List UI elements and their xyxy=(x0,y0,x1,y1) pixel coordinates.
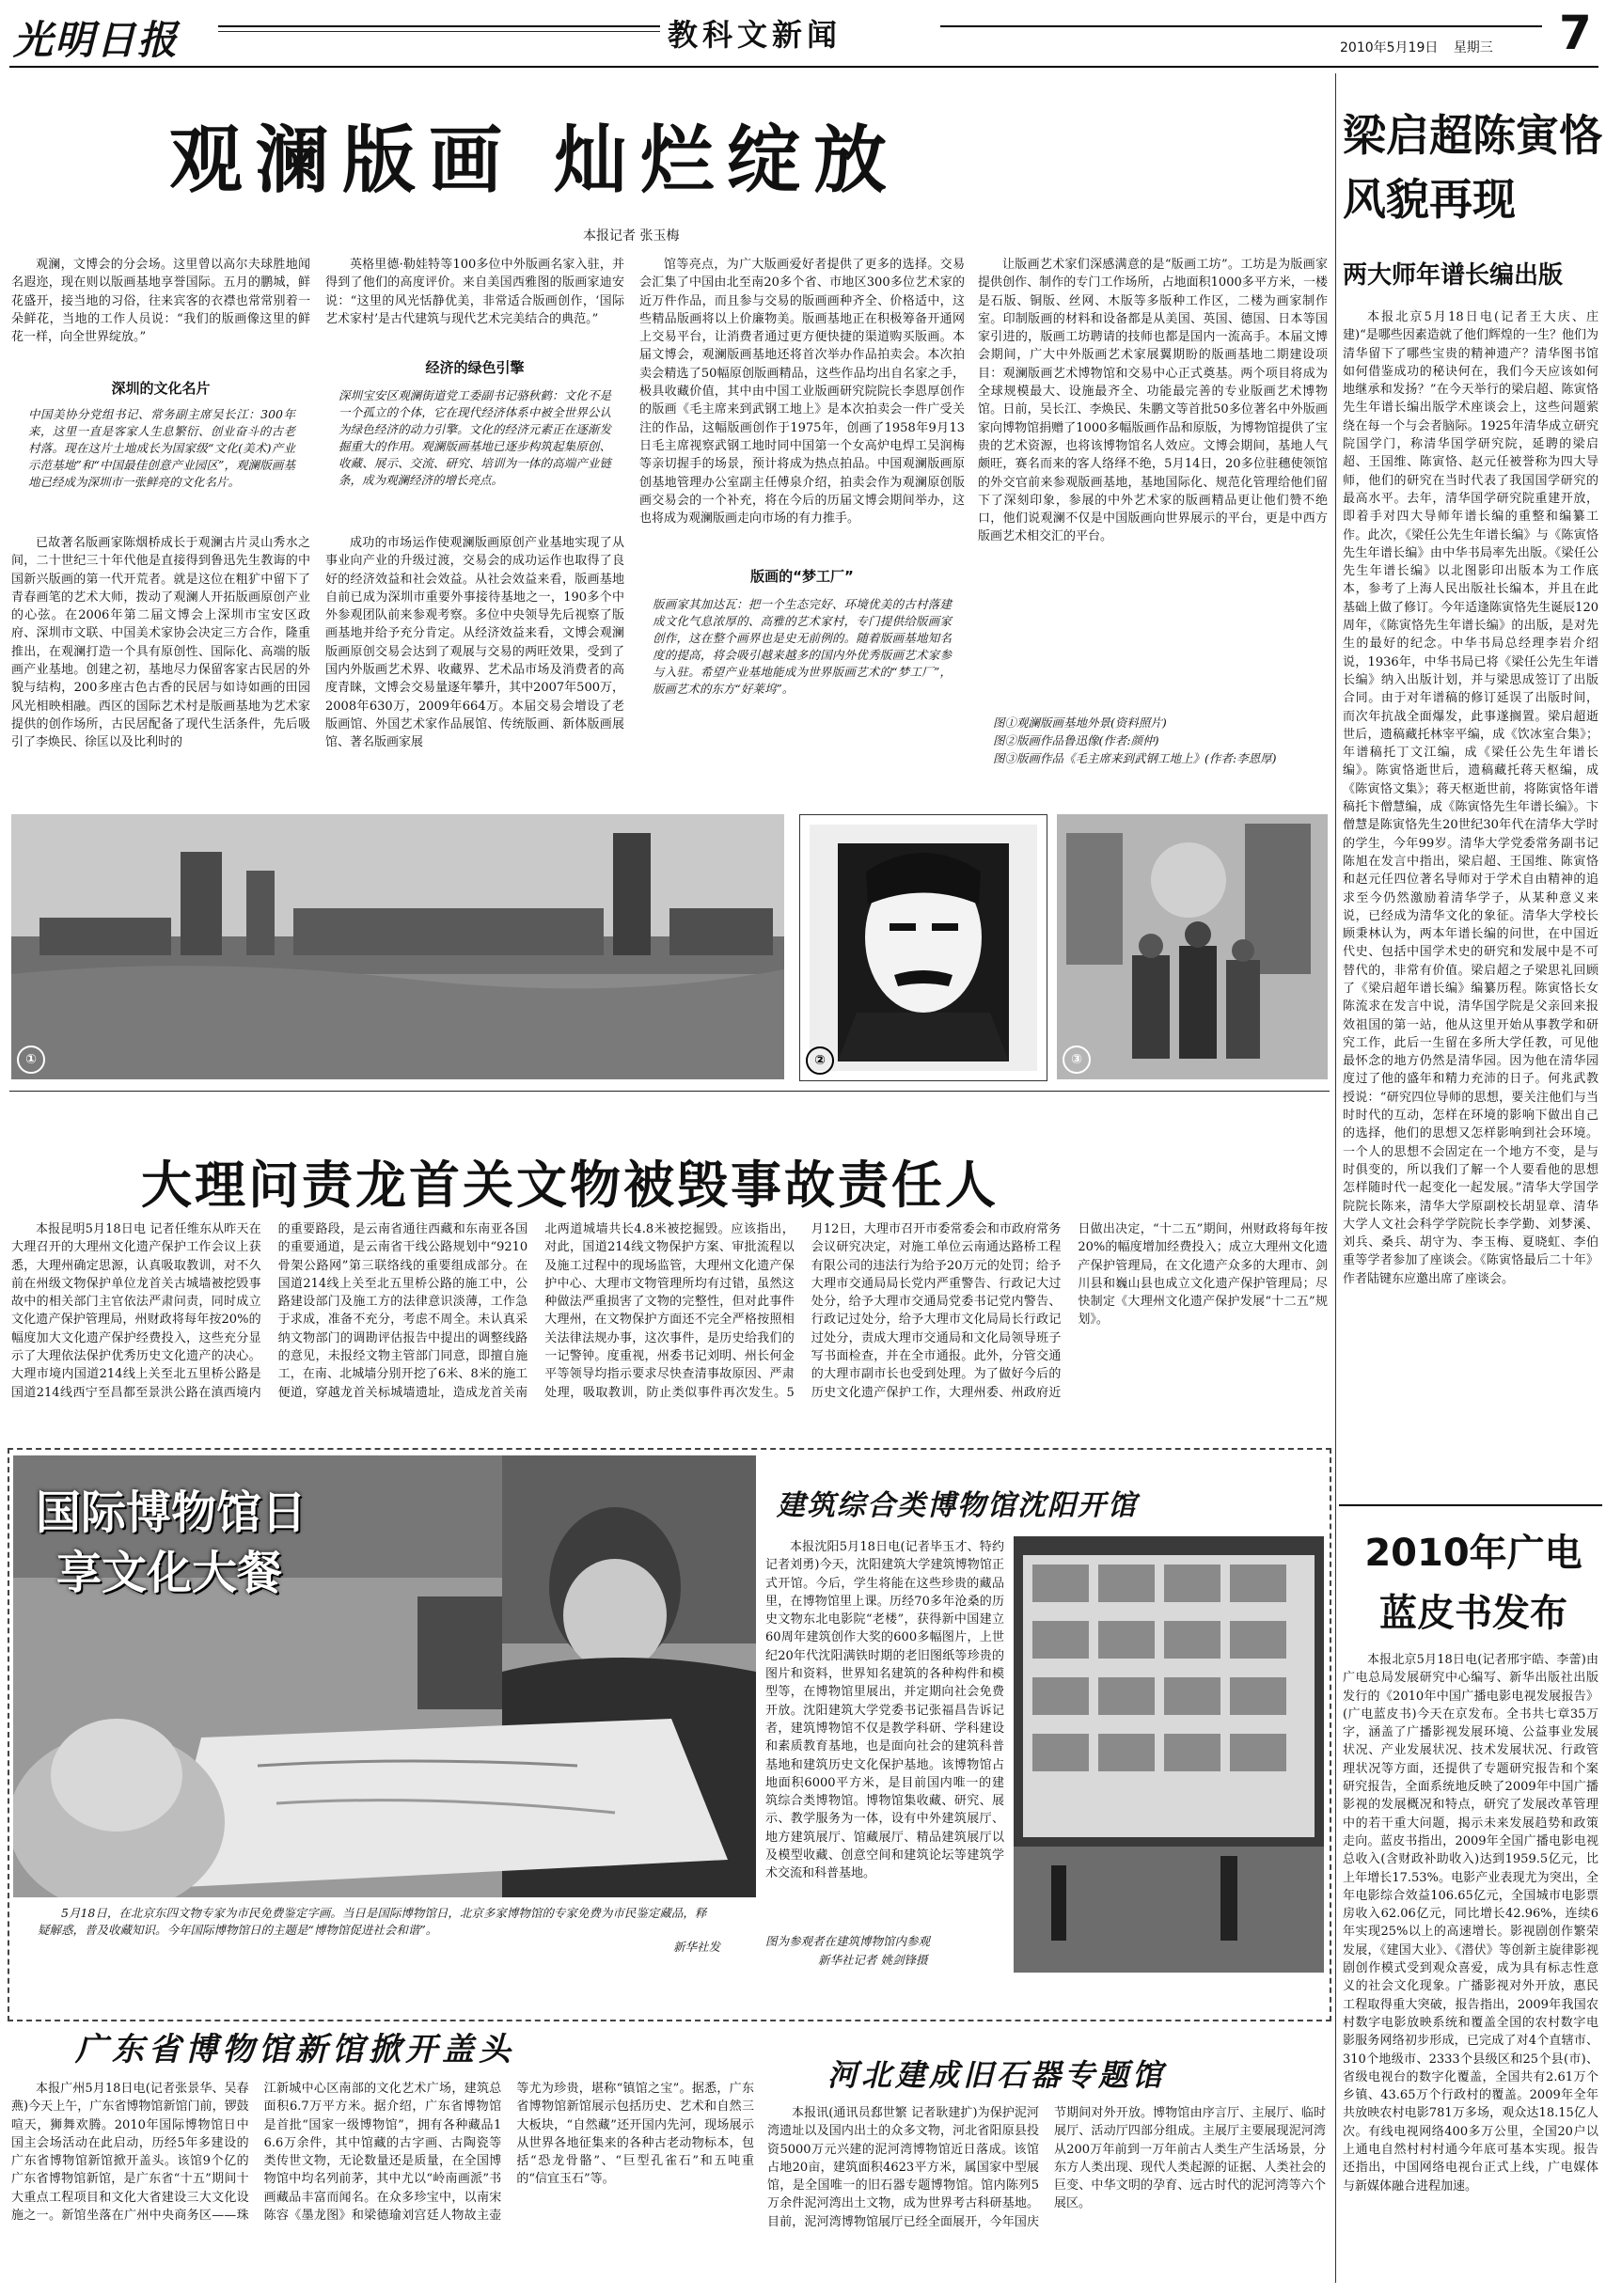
masthead xyxy=(0,0,1606,68)
article3-headline: 建筑综合类博物馆沈阳开馆 xyxy=(777,1489,1138,1522)
photo-chairman-mao-print xyxy=(1057,814,1328,1079)
photo-guanlan-village xyxy=(11,814,784,1079)
sidebar2-headline-line1: 2010年广电 xyxy=(1364,1532,1582,1575)
article1-col2b: 成功的市场运作使观澜版画原创产业基地实现了从事业向产业的升级过渡，交易会的成功运作也取得了良好的经济效益和社会效益。从社会效益来看，版画基地自前已成为深圳市重要外事接待基地之一，190多个中外参观团队前来参观考察。多位中央领导先后视察了版画基地并给予充分肯定。从经济效益来看，文博会观澜版画原创交易会达到了观展与交易的两旺效果，受到了国内外版画艺术界、收藏界、艺术品市场及消费者的高度青睐，文博会交易量逐年攀升，其中2007年500万，2008年630万，2009年664万。本届交易会增设了老版画馆、外国艺术家作品展馆、传统版画、新体版画展馆、著名版画家展 xyxy=(325,536,624,750)
issue-date xyxy=(1340,38,1493,56)
sidebar-divider xyxy=(1335,73,1336,2283)
feature-title-line2: 享文化大餐 xyxy=(56,1547,283,1599)
article4-headline: 广东省博物馆新馆掀开盖头 xyxy=(75,2031,515,2068)
masthead-rule-left-thin xyxy=(218,31,660,32)
photo-number-3: ③ xyxy=(1063,1046,1091,1074)
sidebar2-body: 本报北京5月18日电(记者邢宇皓、李蕾)由广电总局发展研究中心编写、新华出版社出版发行的《2010年中国广播电影电视发展报告》(广电蓝皮书)今天在京发布。全书共七章35万字，涵盖了广播影视发展环境、公益事业发展状况、产业发展状况、技术发展状况、行政管理状况等方面，还提供了专题研究报告和个案研究报告，全面系统地反映了2009年中国广播影视的发展概况和特点，研究了发展改革管理中的若干重大问题，揭示未来发展趋势和政策走向。蓝皮书指出，2009年全国广播电影电视总收入(含财政补助收入)达到1959.5亿元，比上年增长17.53%。电影产业表现尤为突出，全年电影综合效益106.65亿元，全国城市电影票房收入62.06亿元，同比增长42.96%，连续6年实现25%以上的高速增长。影视剧创作繁荣发展，《建国大业》、《潜伏》等创新主旋律影视剧创作模式受到观众喜爱，成为具有标志性意义的社会文化现象。广播影视对外开放，惠民工程取得重大突破，报告指出，2009年我国农村数字电影放映系统和覆盖全国的农村数字电影服务网络初步形成，已完成了对4个直辖市、310个地级市、2333个县级区和25个县(市)、省级电视台的数字化覆盖，全国共有2.61万个乡镇、43.65万个行政村的覆盖。2009年全年共放映农村电影781万多场，观众达18.15亿人次。有线电视网络400多万公里，全国20户以上通电自然村村村通今年底可基本实现。报告还指出，中国网络电视台正式上线，广电媒体与新媒体融合进程加速。 xyxy=(1343,1653,1598,2194)
sidebar1-subheadline: 两大师年谱长编出版 xyxy=(1343,261,1564,290)
article1-intro: 观澜，文博会的分会场。这里曾以高尔夫球胜地闻名遐迩，现在则以版画基地享誉国际。五月的鹏城，鲜花盛开，接当地的习俗，往来宾客的衣襟也常常别着一朵鲜花，当地的工作人员说：“我们的版画像这里的鲜花一样，向全世界绽放。” xyxy=(11,258,310,345)
industrial-print-image xyxy=(1057,814,1328,1079)
quote-luo-qiuhe: 深圳宝安区观澜街道党工委副书记骆秋鹤：文化不是一个孤立的个体，它在现代经济体系中被全世界公认为绿色经济的动力引擎。文化的经济元素正在逐渐发掘重大的作用。观澜版画基地已逐步构筑起集原创、收藏、展示、交流、研究、培训为一体的高端产业链条，成为观澜经济的增长亮点。 xyxy=(339,388,611,487)
paper-name: 光明日报 xyxy=(13,17,180,63)
article-headline: 观澜版画 灿烂绽放 xyxy=(169,118,901,203)
article1-col1: 已故著名版画家陈烟桥成长于观澜古片灵山秀水之间，二十世纪三十年代他是直接得到鲁迅先生教诲的中国新兴版画的第一代开荒者。就是这位在粗犷中留下了青春画笔的艺术大师，拨动了观澜人开拓版画原创产业的心弦。在2006年第二届文博会上深圳市宝安区政府、深圳市文联、中国美术家协会决定三方合作，隆重推出，在观澜打造一个具有原创性、国际化、高端的版画产业基地。创建之初，基地尽力保留客家古民居的外貌与结构，200多座古色古香的民居与如诗如画的田园风光相映相融。西区的国际艺术村是版画基地为艺术家提供的创作场所，古民居配备了现代生活条件，先后吸引了李焕民、徐匡以及比利时的 xyxy=(11,536,310,750)
masthead-bottom-rule xyxy=(9,66,1598,68)
article4-body xyxy=(11,2080,754,2281)
village-scene-image xyxy=(11,814,784,1079)
section-title: 教科文新闻 xyxy=(668,17,842,53)
article2-body xyxy=(11,1220,1328,1437)
article1-bottom-rule xyxy=(9,1091,1330,1092)
weekday-text: 星期三 xyxy=(1453,40,1493,55)
article1-col4: 让版画艺术家们深感满意的是“版画工坊”。工坊是为版画家提供创作、制作的专门工作场所，占地面积1000多平方米，一楼是石版、铜版、丝网、木版等多版种工作区，二楼为画家制作室。印制版画的材料和设备都是从美国、英国、德国、日本等国家引进的，版画工坊聘请的技师也都是国内一流高手。本届文博会期间，广大中外版画艺术家展翼期盼的版画基地二期建设项目：观澜版画艺术博物馆和交易中心正式奠基。两个项目将成为全球规模最大、设施最齐全、功能最完善的专业版画艺术博物馆。日前，吴长江、李焕民、朱鹏文等首批50多位著名中外版画家向博物馆捐赠了1000多幅版画作品和原版，为博物馆提供了宝贵的艺术资源，也将该博物馆名人效应。文博会期间，基地人气颇旺，赛名而来的客人络绎不绝，5月14日，20多位驻穗使领馆的外交官前来参观版画基地，基地国际化、规范化管理给他们留下了深刻印象，参展的中外艺术家的版画精品更让他们赞不绝口，他们说观澜不仅是中国版画向世界展示的平台，更是中西方版画艺术相交汇的平台。 xyxy=(978,258,1328,544)
article5-body xyxy=(767,2104,1326,2281)
sidebar1-body: 本报北京5月18日电(记者王大庆、庄建)“是哪些因素造就了他们辉煌的一生？他们为清华留下了哪些宝贵的精神遗产？清华图书馆如何借鉴成功的秘诀何在，我们今天应该如何地继承和发扬？”在今天举行的梁启超、陈寅恪先生年谱长编出版学术座谈会上，这些问题萦绕在每一个与会者脑际。1925年清华成立研究院国学门，称清华国学研究院，延聘的梁启超、王国维、陈寅恪、赵元任被誉称为四大导师，他们的研究在当时代表了我国国学研究的最高水平。去年，清华国学研究院重建开放，即着手对四大导师年谱长编的重整和编纂工作。此次，《梁任公先生年谱长编》与《陈寅恪先生年谱长编》由中华书局率先出版。《梁任公先生年谱长编》以北图影印出版本为工作底本，参考了上海人民出版社长编本，并且在此基础上做了修订。今年适逢陈寅恪先生诞辰120周年，《陈寅恪先生年谱长编》的出版，是对先生的最好的纪念。中华书局总经理李岩介绍说，1936年，中华书局已将《梁任公先生年谱长编》纳入出版计划，并与梁思成签订了出版合同。由于对年谱稿的修订延误了出版时间，而次年抗战全面爆发，此事遂搁置。梁启超逝世后，遗稿藏托林宰平编，成《饮冰室合集》；年谱稿托丁文江编，成《梁任公先生年谱长编》。陈寅恪逝世后，遗稿藏托蒋天枢编，成《陈寅恪文集》；蒋天枢逝世前，将陈寅恪年谱稿托卞僧慧编，成《陈寅恪先生年谱长编》。卞僧慧是陈寅恪先生20世纪30年代在清华大学时的学生，今年99岁。清华大学党委常务副书记陈旭在发言中指出，梁启超、王国维、陈寅恪和赵元任四位著名导师对于学术自由精神的追求至今仍然激励着清华学子，从某种意义来说，已经成为清华文化的象征。清华大学校长顾秉林认为，两本年谱长编的问世，在中国近代史、包括中国学术史的研究和发展中是不可替代的，非常有价值。梁启超之子梁思礼回顾了《梁启超年谱长编》编纂历程。陈寅恪长女陈流求在发言中说，清华国学院是父亲回来报效祖国的第一站，他从这里开始从事教学和研究工作，此后一生留在多所大学任教，可见他最怀念的地方仍然是清华园。因为他在清华园度过了他的盛年和精力充沛的日子。何兆武教授说：“研究四位导师的思想，要关注他们与当时时代的互动，怎样在环境的影响下做出自己的选择，他们的思想又怎样影响到社会环境。一个人的思想不会固定在一个地方不变，是与时俱变的，所以我们了解一个人要看他的思想怎样随时代一起变化一起发展。”清华大学国学院院长陈来，清华大学原副校长胡显章、清华大学人文社会科学学院院长李学勤、刘梦溪、刘兵、桑兵、胡守为、李玉梅、夏晓虹、李伯重等学者参加了座谈会。《陈寅恪最后二十年》作者陆键东应邀出席了座谈会。 xyxy=(1343,310,1598,1286)
photo-number-1: ① xyxy=(17,1046,45,1074)
photo-luxun-woodcut xyxy=(799,814,1047,1081)
article2-headline: 大理问责龙首关文物被毁事故责任人 xyxy=(141,1155,999,1215)
photo-number-2: ② xyxy=(806,1046,834,1075)
article4-text: 本报广州5月18日电(记者张景华、吴春燕)今天上午，广东省博物馆新馆门前，锣鼓喧天，狮舞欢腾。2010年国际博物馆日中国主会场活动在此启动，历经5年多建设的广东省博物馆新馆掀开盖头。该馆9个亿的广东省博物馆新馆，是广东省“十五”期间十大重点工程项目和文化大省建设三大文化设施之一。新馆坐落在广州中央商务区——珠江新城中心区南部的文化艺术广场，建筑总面积6.7万平方米。据介绍，广东省博物馆是首批“国家一级博物馆”，拥有各种藏品16.6万余件，其中馆藏的古字画、古陶瓷等类传世文物，无论数量还是质量，在全国博物馆中均名列前茅，其中尤以“岭南画派”书画藏品丰富而闻名。在众多珍宝中，以南宋陈容《墨龙图》和梁德瑜刘宫廷人物故主壶等尤为珍贵，堪称“镇馆之宝”。据悉，广东省博物馆新馆展示包括历史、艺术和自然三大板块，“自然藏”还开国内先河，现场展示从世界各地征集来的各种古老动物标本，包括“恐龙骨骼”、“巨型孔雀石”和五吨重的“信宜玉石”等。 xyxy=(11,2082,754,2224)
feature-photo-caption: 5月18日，在北京东四文物专家为市民免费鉴定字画。当日是国际博物馆日，北京多家博物馆的专家免费为市民鉴定藏品，释疑解惑，普及收藏知识。今年国际博物馆日的主题是“博物馆促进社会和谐”。 xyxy=(38,1906,707,1937)
woodcut-portrait-image xyxy=(800,815,1047,1080)
sidebar2-headline-line2: 蓝皮书发布 xyxy=(1379,1592,1567,1635)
museum-interior-image xyxy=(1014,1536,1324,1973)
feature-title-line1: 国际博物馆日 xyxy=(36,1486,307,1539)
quote-qijia-dawa: 版画家其加达瓦：把一个生态完好、环境优美的古村落建成文化气息浓厚的、高雅的艺术家村，专门提供给版画家创作，这在整个画界也是史无前例的。随着版画基地知名度的提高，将会吸引越来越多的国内外优秀版画艺术家参与入驻。希望产业基地能成为世界版画艺术的“梦工厂”，版画艺术的东方“好莱坞”。 xyxy=(653,597,952,696)
article5-headline: 河北建成旧石器专题馆 xyxy=(827,2057,1167,2093)
page-number: 7 xyxy=(1559,6,1592,60)
article3-body: 本报沈阳5月18日电(记者毕玉才、特约记者刘勇)今天，沈阳建筑大学建筑博物馆正式开馆。今后，学生将能在这些珍贵的藏品里，在博物馆里上课。历经70多年沧桑的历史文物东北电影院“老楼”，获得新中国建立60周年建筑创作大奖的600多幅图片，上世纪20年代沈阳满铁时期的老旧图纸等珍贵的图片和资料，世界知名建筑的各种构件和模型等，在博物馆里展出，并定期向社会免费开放。沈阳建筑大学党委书记张福昌告诉记者，建筑博物馆不仅是教学科研、学科建设和素质教育基地，也是面向社会的建筑科普基地和建筑历史文化保护基地。该博物馆占地面积6000平方米，是目前国内唯一的建筑综合类博物馆。博物馆集收藏、研究、展示、教学服务为一体，设有中外建筑展厅、地方建筑展厅、馆藏展厅、精品建筑展厅以及模型收藏、创意空间和建筑论坛等建筑学术交流和科普基地。 xyxy=(765,1540,1004,1881)
sidebar1-headline-line2: 风貌再现 xyxy=(1343,174,1516,225)
byline: 本报记者 张玉梅 xyxy=(583,228,680,244)
article5-text: 本报讯(通讯员郄世繁 记者耿建扩)为保护泥河湾遗址以及国内出土的众多文物，河北省阳原县投资5000万元兴建的泥河湾博物馆近日落成。该馆占地20亩，建筑面积4623平方米，属国家中型展馆，是全国唯一的旧石器专题博物馆。馆内陈列5万余件泥河湾出土文物，成为世界考古科研基地。目前，泥河湾博物馆展厅已经全面展开，今年国庆节期间对外开放。博物馆由序言厅、主展厅、临时展厅、活动厅四部分组成。主展厅主要展现泥河湾从200万年前到一万年前古人类生产生活场景，分东方人类出现、现代人类起源的证据、人类社会的巨变、中华文明的孕育、远古时代的泥河湾等六个展区。 xyxy=(767,2106,1326,2229)
sidebar1-headline-line1: 梁启超陈寅恪 xyxy=(1343,110,1602,161)
article3-caption: 图为参观者在建筑博物馆内参观 xyxy=(765,1934,931,1948)
subhead-dream-factory: 版画的“梦工厂” xyxy=(750,568,854,585)
article3-credit: 新华社记者 姚剑锋摄 xyxy=(818,1953,928,1967)
subhead-culture-card: 深圳的文化名片 xyxy=(111,380,211,397)
photo-museum-day xyxy=(13,1455,756,1897)
date-text: 2010年5月19日 xyxy=(1340,40,1439,55)
article1-col2a: 英格里德·勒娃特等100多位中外版画名家入驻，并得到了他们的高度评价。来自美国西雅图的版画家迪安说：“这里的风光恬静优美，非常适合版画创作，‘国际艺术家村’是古代建筑与现代艺术完美结合的典范。” xyxy=(325,258,624,326)
feature-photo-credit: 新华社发 xyxy=(673,1940,721,1954)
quote-wu-changjiang: 中国美协分党组书记、常务副主席吴长江：300年来，这里一直是客家人生息繁衍、创业奋斗的古老村落。现在这片土地成长为国家级“文化(美术)产业示范基地”和“中国最佳创意产业园区”，观澜版画基地已经成为深圳市一张鲜亮的文化名片。 xyxy=(28,407,295,489)
subhead-green-engine: 经济的绿色引擎 xyxy=(425,359,525,376)
photo-architecture-museum xyxy=(1014,1536,1324,1973)
article2-text: 本报昆明5月18日电 记者任维东从昨天在大理召开的大理州文化遗产保护工作会议上获悉，大理州确定思源，认真吸取教训，对不久前在州级文物保护单位龙首关古城墙被挖毁事故中的相关部门主官依法严肃问责，同时成立文化遗产保护管理局，州财政将每年按20%的幅度加大文化遗产保护经费投入，这些充分显示了大理依法保护优秀历史文化遗产的决心。大理市境内国道214线上关至北五里桥公路是国道214线西宁至昌都至景洪公路在滇西境内的重要路段，是云南省通往西藏和东南亚各国的重要通道，是云南省干线公路规划中“9210骨架公路网”第三联络线的重要组成部分。在国道214线上关至北五里桥公路的施工中，公路建设部门及施工方的法律意识淡薄，工作急于求成，准备不充分，考虑不周全。未认真采纳文物部门的调勘评估报告中提出的调整线路的意见，未报经文物主管部门同意，即擅自施工，在南、北城墙分别开挖了6米、8米的施工便道，穿越龙首关标城墙遗址，造成龙首关南北两道城墙共长4.8米被挖掘毁。应该指出，对此，国道214线文物保护方案、审批流程以及施工过程中的现场监管，大理州文化遗产保护中心、大理市文物管理所均有过错，虽然这种做法严重损害了文物的完整性，但对此事件大理州，在文物保护方面还不完全严格按照相关法律法规办事，这次事件，是历史给我们的一记警钟。度重视，州委书记刘明、州长何金平等领导均指示要求尽快查清事故原因、严肃处理，吸取教训，防止类似事件再次发生。5月12日，大理市召开市委常委会和市政府常务会议研究决定，对施工单位云南通达路桥工程有限公司的违法行为给予20万元的处罚；给予大理市交通局局长党内严重警告、行政记大过处分，给予大理市交通局党委书记党内警告、行政记过处分，给予大理市文化局局长行政记过处分，责成大理市交通局和文化局领导班子写书面检查，并在全市通报。此外，分管交通的大理市副市长也受到处理。为了做好今后的历史文化遗产保护工作，大理州委、州政府近日做出决定，“十二五”期间，州财政将每年按20%的幅度增加经费投入；成立大理州文化遗产保护管理局，在文化遗产众多的大理市、剑川县和巍山县也成立文化遗产保护管理局；尽快制定《大理州文化遗产保护发展“十二五”规划》。 xyxy=(11,1222,1328,1400)
sidebar1-bottom-rule xyxy=(1339,1504,1602,1506)
masthead-rule-right xyxy=(940,25,1542,27)
photo-caption-3: 图③版画作品《毛主席来到武钢工地上》(作者:李恩厚) xyxy=(993,751,1277,765)
masthead-rule-left xyxy=(218,25,660,27)
photo-caption-2: 图②版画作品鲁迅像(作者:颜仲) xyxy=(993,733,1159,747)
photo-caption-1: 图①观澜版画基地外景(资料照片) xyxy=(993,716,1167,730)
article1-col3a: 馆等亮点，为广大版画爱好者提供了更多的选择。交易会汇集了中国由北至南20多个省、市地区300多位艺术家的近万件作品，而且参与交易的版画画种齐全、价格适中，这些精品版画将以上价廉物美。版画基地正在积极筹备开通网上交易平台，让消费者通过更方便快捷的渠道购买版画。本届文博会，观澜版画基地还将首次举办作品拍卖会。本次拍卖会精选了50幅原创版画精品，这些作品均出自名家之手，极具收藏价值，其中由中国工业版画研究院院长李恩厚创作的版画《毛主席来到武钢工地上》是本次拍卖会一件广受关注的作品，这幅版画创作于1975年，创画了1958年9月13日毛主席视察武钢工地时同中国第一个女高炉电焊工吴润梅等亲切握手的场景，预计将成为热点拍品。中国观澜版画原创基地管理办公室副主任傅泉介绍，拍卖会作为观澜原创版画交易会的一个补充，将在今后的历届文博会期间举办，这也将成为观澜版画走向市场的有力推手。 xyxy=(639,258,965,527)
